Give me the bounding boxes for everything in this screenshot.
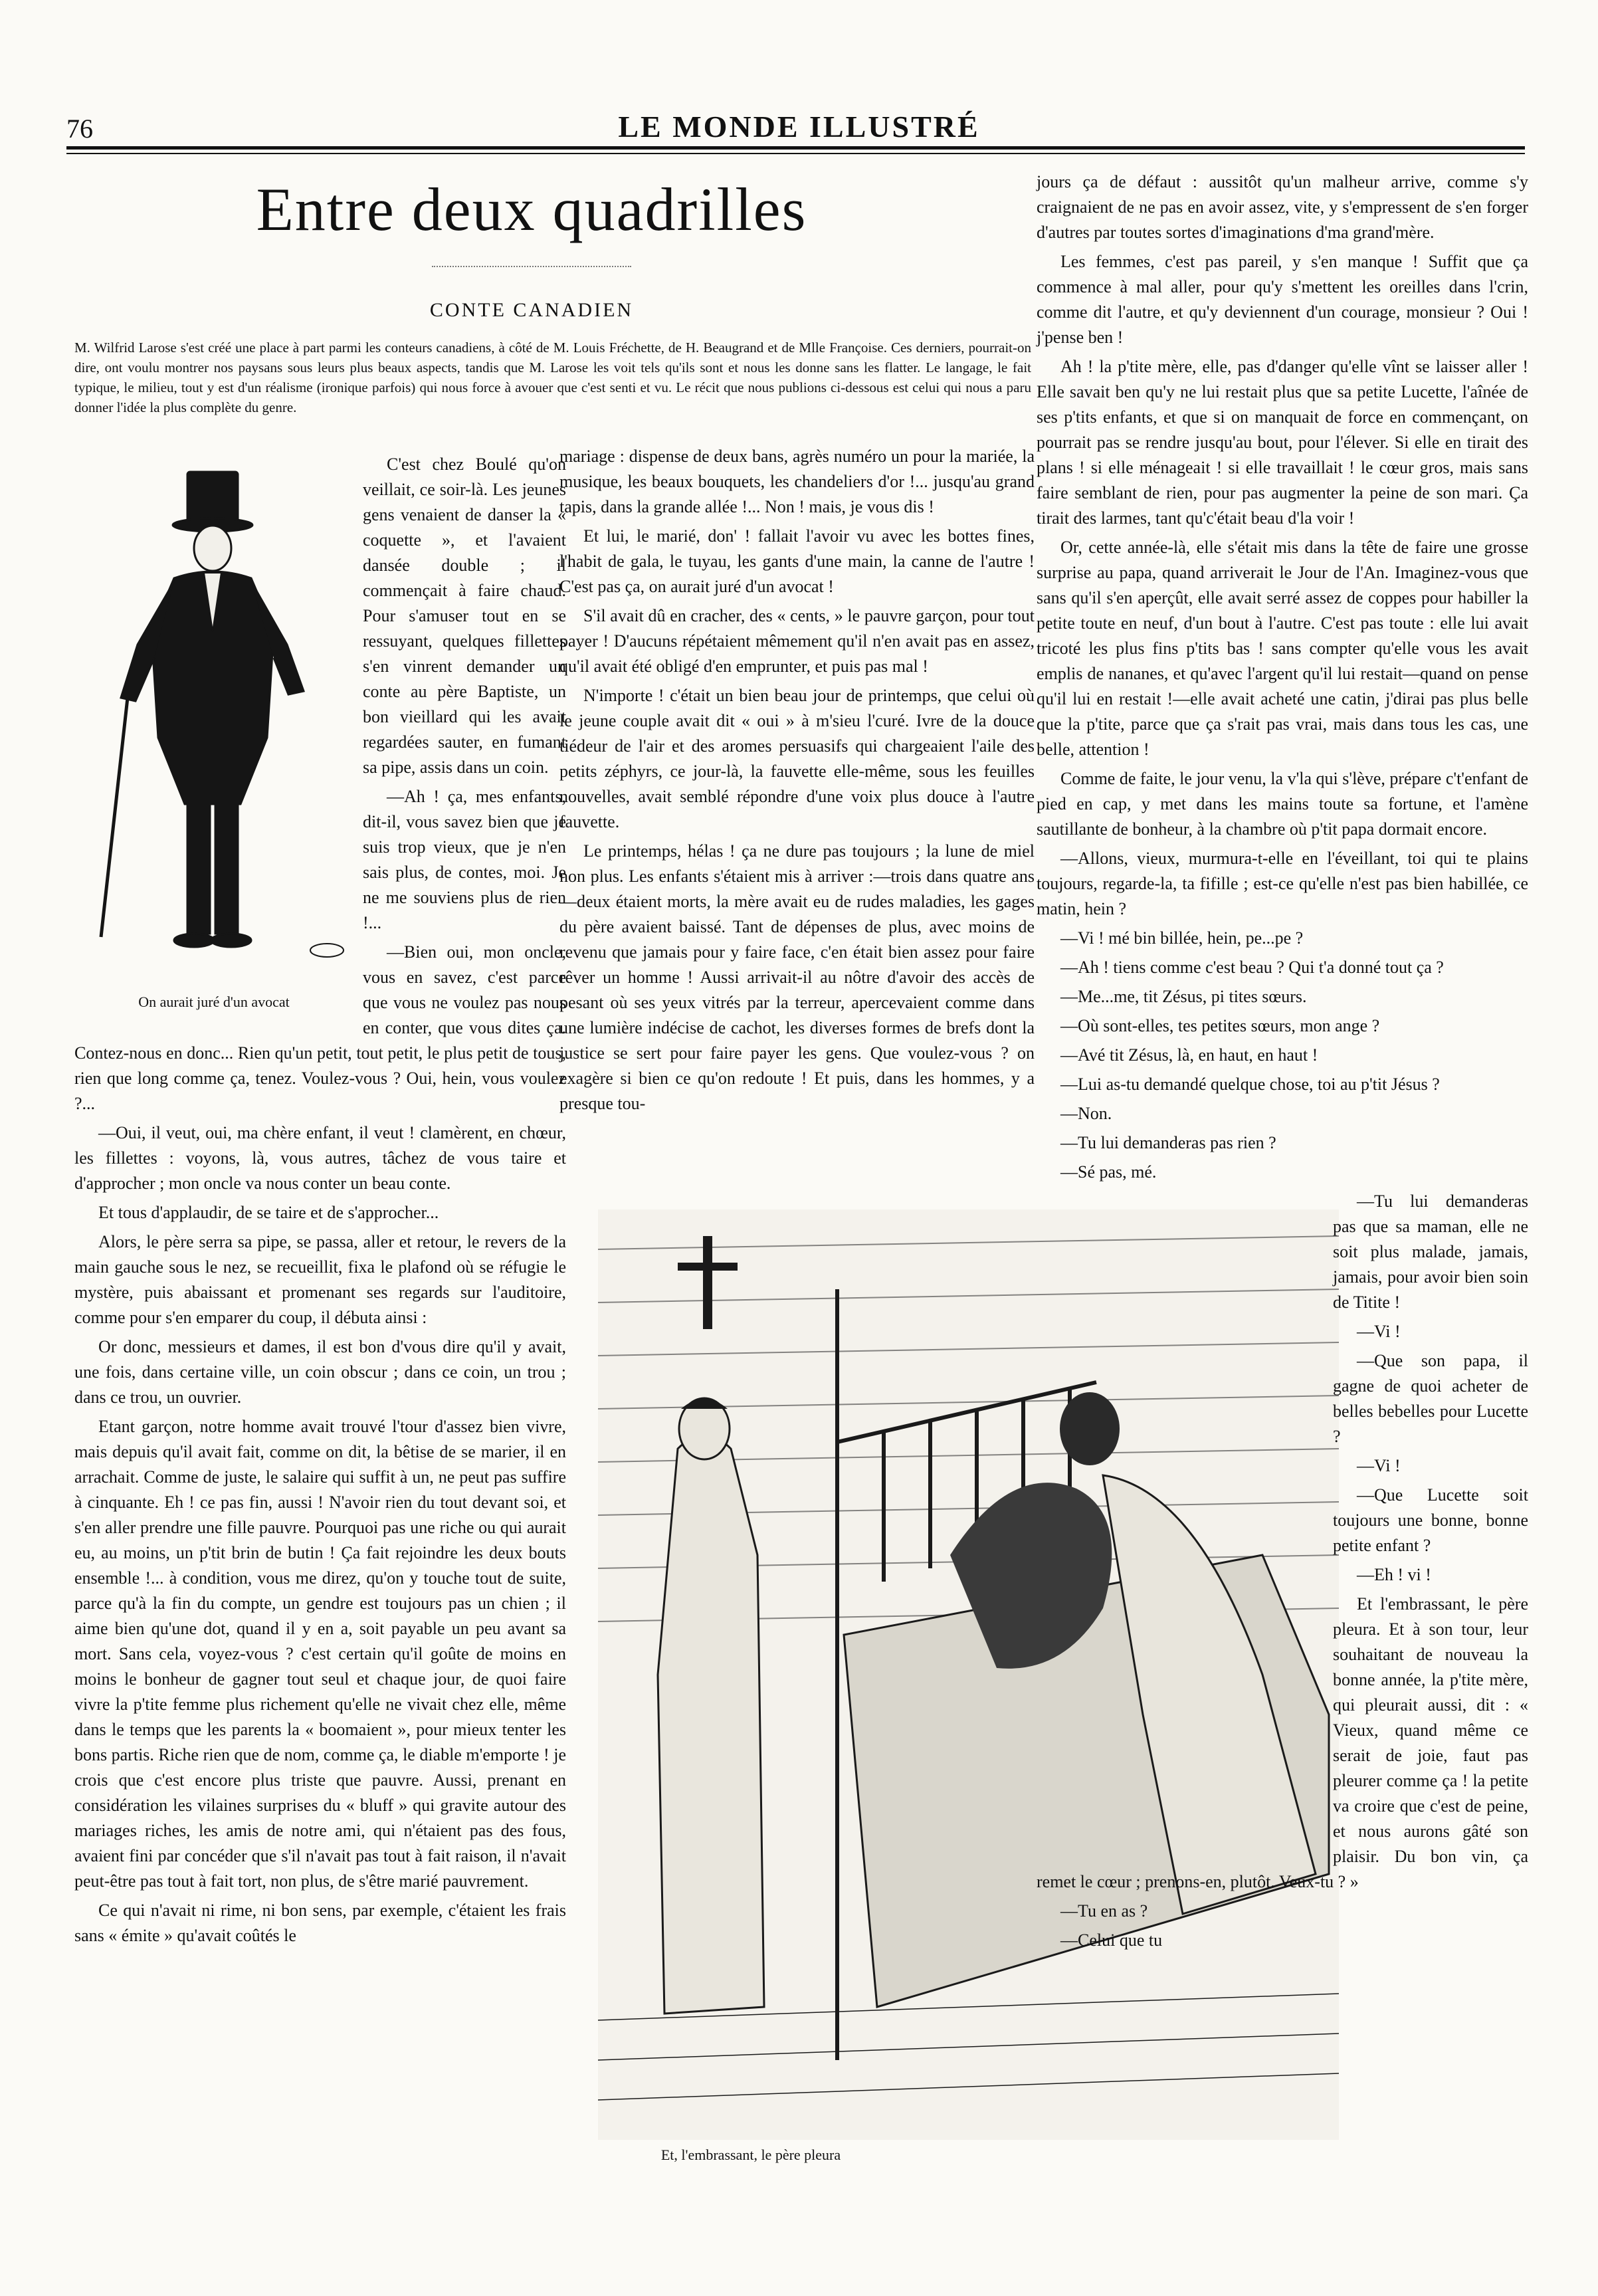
page-number: 76 (66, 114, 93, 144)
paragraph: Et lui, le marié, don' ! fallait l'avoir vu avec les bottes fines, l'habit de gala, le tuyau, les gants d'une main, la canne de l'autre ! C'est pas ça, on aurait juré d'un avocat ! (559, 526, 1035, 596)
paragraph: N'importe ! c'était un bien beau jour de printemps, que celui où le jeune couple avait dit « oui » à m'sieu l'curé. Ivre de la douce tiédeur de l'air et des aromes persuasifs qui chargeaient l'aile des petits zéphyrs, ce jour-là, la fauvette elle-même, sous les feuilles nouvelles, avait semblé répondre d'une voix plus douce à l'autre fauvette. (559, 686, 1035, 831)
paragraph: Le printemps, hélas ! ça ne dure pas toujours ; la lune de miel non plus. Les enfants s'étaient mis à arriver :—trois dans quatre ans—deux étaient morts, la mère avait eu de rudes maladies, les gages du père avaient baissé. Tant de dépenses de plus, avec moins de revenu que jamais pour y faire face, c'en était bien assez pour faire rêver un homme ! Aussi arrivait-il au nôtre d'avoir des accès de pesant où ses yeux vitrés par la terreur, apercevaient comme dans une lumière indécise de cachot, les diverses formes de brefs dont la justice se sert pour faire payer les gens. Que voulez-vous ? on exagère si bien ce qu'on redoute ! Et puis, dans les hommes, y a presque tou- (559, 841, 1035, 1113)
dialogue-line: —Eh ! vi ! (1357, 1565, 1431, 1584)
dialogue-line: —Celui que tu (1060, 1931, 1163, 1950)
dialogue-line: —Vi ! mé bin billée, hein, pe...pe ? (1060, 928, 1304, 948)
bed-scene-space (1037, 1198, 1329, 1863)
column-2 (559, 444, 1035, 1120)
dialogue-line: —Me...me, tit Zésus, pi tites sœurs. (1060, 987, 1307, 1006)
paragraph: Or, cette année-là, elle s'était mis dans la tête de faire une grosse surprise au papa, quand arriverait le Jour de l'An. Imaginez-vous que sans qu'il s'en aperçût, elle avait serré assez de coppes pour habiller la petite toute en neuf, d'un bout à l'autre. C'est pas toute : elle lui avait tricoté les plus fins p'tits bas ! sans compter qu'elle vous les avait emplis de nananes, et qu'avec l'argent qu'il lui restait—quand on pense qu'il lui en restait !—elle avait acheté une catin, j'dirai pas plus belle que la p'tite, parce que ça s'rait pas vrai, mais dans tous les cas, une belle, attention ! (1037, 538, 1528, 759)
paragraph: —Oui, il veut, oui, ma chère enfant, il veut ! clamèrent, en chœur, les fillettes : voyons, là, vous autres, tâchez de vous taire et d'approcher ; mon oncle va nous conter un beau conte. (74, 1123, 566, 1193)
paragraph: Et l'embrassant, le père pleura. Et à son tour, leur souhaitant de nouveau la bonne année, la p'tite mère, qui pleurait aussi, dit : « Vieux, quand même ce serait de joie, faut pas pleurer comme ça ! la petite va croire que c'est de peine, et nous aurons gâté son plaisir. Du bon vin, ça remet le cœur ; prenons-en, plutôt. Veux-tu ? » (1037, 1594, 1528, 1891)
header-rule-thin (66, 153, 1525, 154)
man-caption: On aurait juré d'un avocat (138, 993, 290, 1010)
article-title: Entre deux quadrilles (256, 175, 807, 243)
paragraph: Comme de faite, le jour venu, la v'la qui s'lève, prépare c't'enfant de pied en cap, y met dans les mains toute sa fortune, et l'amène sautillante de bonheur, à la chambre où p'tit papa dormait encore. (1037, 769, 1528, 839)
dialogue-line: —Avé tit Zésus, là, en haut, en haut ! (1060, 1045, 1318, 1065)
paragraph: Les femmes, c'est pas pareil, y s'en manque ! Suffit que ça commence à mal aller, pour qu'y s'mettent les oreilles dans l'crin, comme dit l'autre, et qu'y deviennent d'un courage, monsieur ? Oui ! j'pense ben ! (1037, 252, 1528, 347)
paragraph: —Allons, vieux, murmura-t-elle en l'éveillant, toi qui te plains toujours, regarde-la, ta fifille ; est-ce qu'elle n'est pas bien habillée, ce matin, hein ? (1037, 849, 1528, 918)
column-1 (74, 452, 566, 1952)
paragraph: S'il avait dû en cracher, des « cents, » le pauvre garçon, pour tout payer ! D'aucuns répétaient mêmement qu'il n'en avait pas en assez, qu'il avait été obligé d'en emprunter, et puis pas mal ! (559, 606, 1035, 676)
man-illustration-space (74, 452, 353, 1017)
column-3 (1037, 169, 1528, 1957)
dialogue-line: —Vi ! (1357, 1456, 1401, 1475)
paragraph: mariage : dispense de deux bans, agrès numéro un pour la mariée, la musique, les beaux bouquets, les chandeliers d'or !... jusqu'au grand tapis, dans la grande allée !... Non ! mais, je vous dis ! (559, 447, 1035, 516)
dialogue-line: —Que Lucette soit toujours une bonne, bonne petite enfant ? (1333, 1485, 1528, 1555)
journal-masthead: LE MONDE ILLUSTRÉ (618, 110, 980, 144)
paragraph: C'est chez Boulé qu'on veillait, ce soir-là. Les jeunes gens venaient de danser la « coquette », et l'avaient dansée double ; il commençait à faire chaud. Pour s'amuser tout en se ressuyant, quelques fillettes s'en vinrent demander un conte au père Baptiste, un bon vieillard qui les avait regardées sauter, en fumant sa pipe, assis dans un coin. (363, 455, 566, 777)
dialogue-line: —Où sont-elles, tes petites sœurs, mon ange ? (1060, 1016, 1380, 1035)
dialogue-line: —Tu lui demanderas pas que sa maman, elle ne soit plus malade, jamais, jamais, pour avoir bien soin de Titite ! (1333, 1192, 1528, 1312)
dialogue-line: —Que son papa, il gagne de quoi acheter de belles bebelles pour Lucette ? (1333, 1351, 1528, 1446)
header-rule-thick (66, 146, 1525, 150)
paragraph: Alors, le père serra sa pipe, se passa, aller et retour, le revers de la main gauche sous le nez, se recueillit, fixa le plafond où se réfugie le mystère, puis abaissant et promenant ses regards sur l'auditoire, comme pour s'en emparer du coup, il débuta ainsi : (74, 1232, 566, 1327)
paragraph: —Ah ! ça, mes enfants, dit-il, vous savez bien que je suis trop vieux, que je n'en sais plus, de contes, moi. Je ne me souviens plus de rien !... (363, 787, 566, 932)
article-intro: M. Wilfrid Larose s'est créé une place à part parmi les conteurs canadiens, à côté de M. Louis Fréchette, de H. Beaugrand et de Mlle Françoise. Ces derniers, pourrait-on dire, ont voulu montrer nos paysans sous leurs plus beaux aspects, tandis que M. Larose les voit tels qu'ils sont et nous les donne sans les flatter. Le langage, le fait typique, le milieu, tout y est d'un réalisme (ironique parfois) qui nous force à avouer que c'est senti et vu. Le récit que nous publions ci-dessous est celui qui nous a paru donner l'idée la plus complète du genre. (74, 340, 1031, 415)
title-ornament (432, 266, 631, 267)
dialogue-line: —Lui as-tu demandé quelque chose, toi au p'tit Jésus ? (1060, 1075, 1440, 1094)
paragraph: Etant garçon, notre homme avait trouvé l'tour d'assez bien vivre, mais depuis qu'il avait fait, comme on dit, la bêtise de se marier, il en arrachait. Comme de juste, le salaire qui suffit à un, ne peut pas suffire à cinquante. Eh ! ce pas fin, aussi ! N'avoir rien du tout devant soi, et s'en aller prendre une fille pauvre. Pourquoi pas une riche ou qui aurait eu, au moins, un p'tit brin de butin ! Ça fait rejoindre les deux bouts ensemble !... à condition, vous me direz, qu'on y touche tout de suite, parce qu'à la fin du compte, un gendre est toujours pas un chien ; il aime bien qu'une dot, quand il y en a, soit payable un peu avant sa mort. Sans cela, voyez-vous ? c'est certain qu'il goûte de moins en moins le bonheur de gagner tout seul et chaque jour, de quoi faire vivre la p'tite femme plus richement qu'elle ne vivait chez elle, même dans le temps que les parents la « boomaient », pour mieux tenter les bons partis. Riche rien que de nom, comme ça, le diable m'emporte ! je crois que c'est encore plus triste que pauvre. Aussi, prenant en considération les vilaines surprises du « bluff » qui gravite autour des mariages riches, les amis de notre ami, qui n'étaient pas des fous, avaient fini par concéder que s'il n'avait pas tout à fait raison, il n'avait peut-être pas tout à fait tort, non plus, de s'être marié pauvrement. (74, 1417, 566, 1891)
dialogue-line: —Tu lui demanderas pas rien ? (1060, 1133, 1276, 1152)
paragraph: Ce qui n'avait ni rime, ni bon sens, par exemple, c'étaient les frais sans « émite » qu'avait coûtés le (74, 1901, 566, 1945)
paragraph: jours ça de défaut : aussitôt qu'un malheur arrive, comme s'y craignaient de ne pas en avoir assez, vite, y s'empressent de s'en forger d'autres par toutes sortes d'imaginations d'ma grand'mère. (1037, 172, 1528, 242)
dialogue-line: —Ah ! tiens comme c'est beau ? Qui t'a donné tout ça ? (1060, 958, 1444, 977)
paragraph: Ah ! la p'tite mère, elle, pas d'danger qu'elle vînt se laisser aller ! Elle savait ben qu'y ne lui restait plus que sa petite Lucette, l'aînée de ses p'tits enfants, et que si on manquait de force en commençant, on pourrait pas se rendre jusqu'au bout, pour l'élever. Si elle en tirait des plans ! si elle ménageait ! si elle travaillait ! le cœur gros, mais sans faire semblant de rien, pour pas augmenter la peine de son mari. Ça tirait des larmes, tant qu'c'était beau d'la voir ! (1037, 357, 1528, 528)
paragraph: Or donc, messieurs et dames, il est bon d'vous dire qu'il y avait, une fois, dans certaine ville, un coin obscur ; dans ce coin, un trou ; dans ce trou, un ouvrier. (74, 1337, 566, 1407)
dialogue-line: —Vi ! (1357, 1322, 1401, 1341)
dialogue-line: —Sé pas, mé. (1060, 1162, 1157, 1182)
paragraph: —Bien oui, mon oncle, vous en savez, c'est parce que vous ne voulez pas nous en conter, que vous dites ça. Contez-nous en donc... Rien qu'un petit, tout petit, le plus petit de tous, rien que long comme ça, tenez. Voulez-vous ? Oui, hein, vous voulez ?... (74, 942, 566, 1113)
dialogue-line: —Non. (1060, 1104, 1112, 1123)
article-subtitle: CONTE CANADIEN (429, 299, 634, 321)
paragraph: Et tous d'applaudir, de se taire et de s'approcher... (98, 1203, 439, 1222)
bed-scene-caption: Et, l'embrassant, le père pleura (660, 2146, 841, 2163)
dialogue-line: —Tu en as ? (1060, 1901, 1148, 1921)
